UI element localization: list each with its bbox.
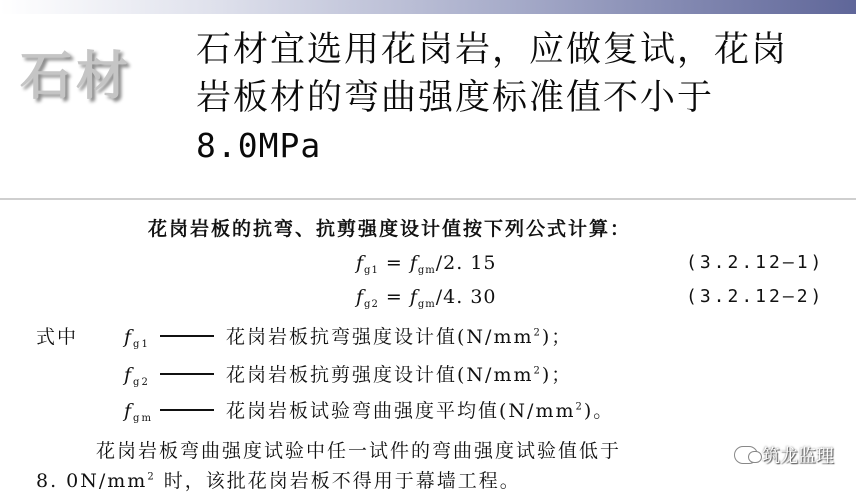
- formula-1-operator: =: [378, 252, 410, 274]
- definition-1-symbol-letter: f: [124, 326, 134, 348]
- definition-2-end: )；: [541, 364, 573, 386]
- definition-3-dash: [160, 409, 214, 411]
- formula-2-lhs-symbol: f: [356, 286, 365, 308]
- watermark: [734, 442, 834, 468]
- wechat-icon: [734, 446, 758, 464]
- document-excerpt: [0, 198, 856, 493]
- formula-2: [356, 286, 497, 310]
- definition-row-1: [36, 322, 572, 350]
- formula-2-rhs-symbol: f: [409, 286, 418, 308]
- slide-heading: [196, 26, 836, 170]
- note-line-2-text: 时，该批花岗岩板不得用于幕墙工程。: [155, 470, 521, 492]
- definition-3-superscript: 2: [575, 401, 584, 413]
- definition-3-symbol: [124, 400, 160, 424]
- slide-top-gradient-bar: [0, 0, 856, 14]
- formula-1-reference: (3.2.12—1): [686, 252, 825, 273]
- where-label: 式中: [36, 326, 79, 348]
- formula-2-rhs-divisor: /4. 30: [435, 286, 497, 308]
- definition-1-superscript: 2: [533, 327, 542, 339]
- heading-line-2: 岩板材的弯曲强度标准值不小于: [196, 78, 715, 118]
- definition-1-symbol: [124, 326, 160, 350]
- definition-2-superscript: 2: [533, 365, 542, 377]
- definition-1-text: 花岗岩板抗弯强度设计值(N/mm: [226, 326, 534, 348]
- formula-2-rhs-subscript: gm: [417, 299, 436, 310]
- formula-2-reference: (3.2.12—2): [686, 286, 825, 307]
- watermark-text: 筑龙监理: [762, 446, 834, 467]
- definition-1-symbol-subscript: g1: [133, 339, 150, 350]
- definition-3-symbol-subscript: gm: [133, 413, 153, 424]
- note-line-2: [36, 466, 521, 493]
- definition-3-symbol-letter: f: [124, 400, 134, 422]
- formula-1-lhs-symbol: f: [356, 252, 365, 274]
- formula-2-lhs-subscript: g2: [364, 299, 379, 310]
- formula-1: [356, 252, 497, 276]
- formula-1-lhs-subscript: g1: [364, 265, 379, 276]
- formula-2-operator: =: [378, 286, 410, 308]
- definition-2-symbol-letter: f: [124, 364, 134, 386]
- slide-badge: 石材: [20, 47, 133, 107]
- note-line-1: 花岗岩板弯曲强度试验中任一试件的弯曲强度试验值低于: [96, 440, 622, 462]
- formula-1-rhs-symbol: f: [409, 252, 418, 274]
- definition-2-symbol: [124, 364, 160, 388]
- definition-2-symbol-subscript: g2: [133, 377, 150, 388]
- definition-1-end: )；: [541, 326, 573, 348]
- definition-2-dash: [160, 373, 214, 375]
- definition-3-end: )。: [583, 400, 615, 422]
- heading-line-3: 8.0MPa: [196, 126, 322, 165]
- definition-1-dash: [160, 335, 214, 337]
- heading-line-1: 石材宜选用花岗岩，应做复试，花岗: [196, 30, 789, 70]
- formula-1-rhs-subscript: gm: [417, 265, 436, 276]
- definition-row-3: [36, 396, 614, 424]
- intro-sentence: 花岗岩板的抗弯、抗剪强度设计值按下列公式计算：: [148, 218, 632, 240]
- definition-3-text: 花岗岩板试验弯曲强度平均值(N/mm: [226, 400, 576, 422]
- note-line-2-superscript: 2: [147, 471, 156, 483]
- formula-1-rhs-divisor: /2. 15: [435, 252, 497, 274]
- note-line-2-value: 8. 0N/mm: [36, 470, 148, 492]
- definition-2-text: 花岗岩板抗剪强度设计值(N/mm: [226, 364, 534, 386]
- definition-row-2: [36, 360, 572, 388]
